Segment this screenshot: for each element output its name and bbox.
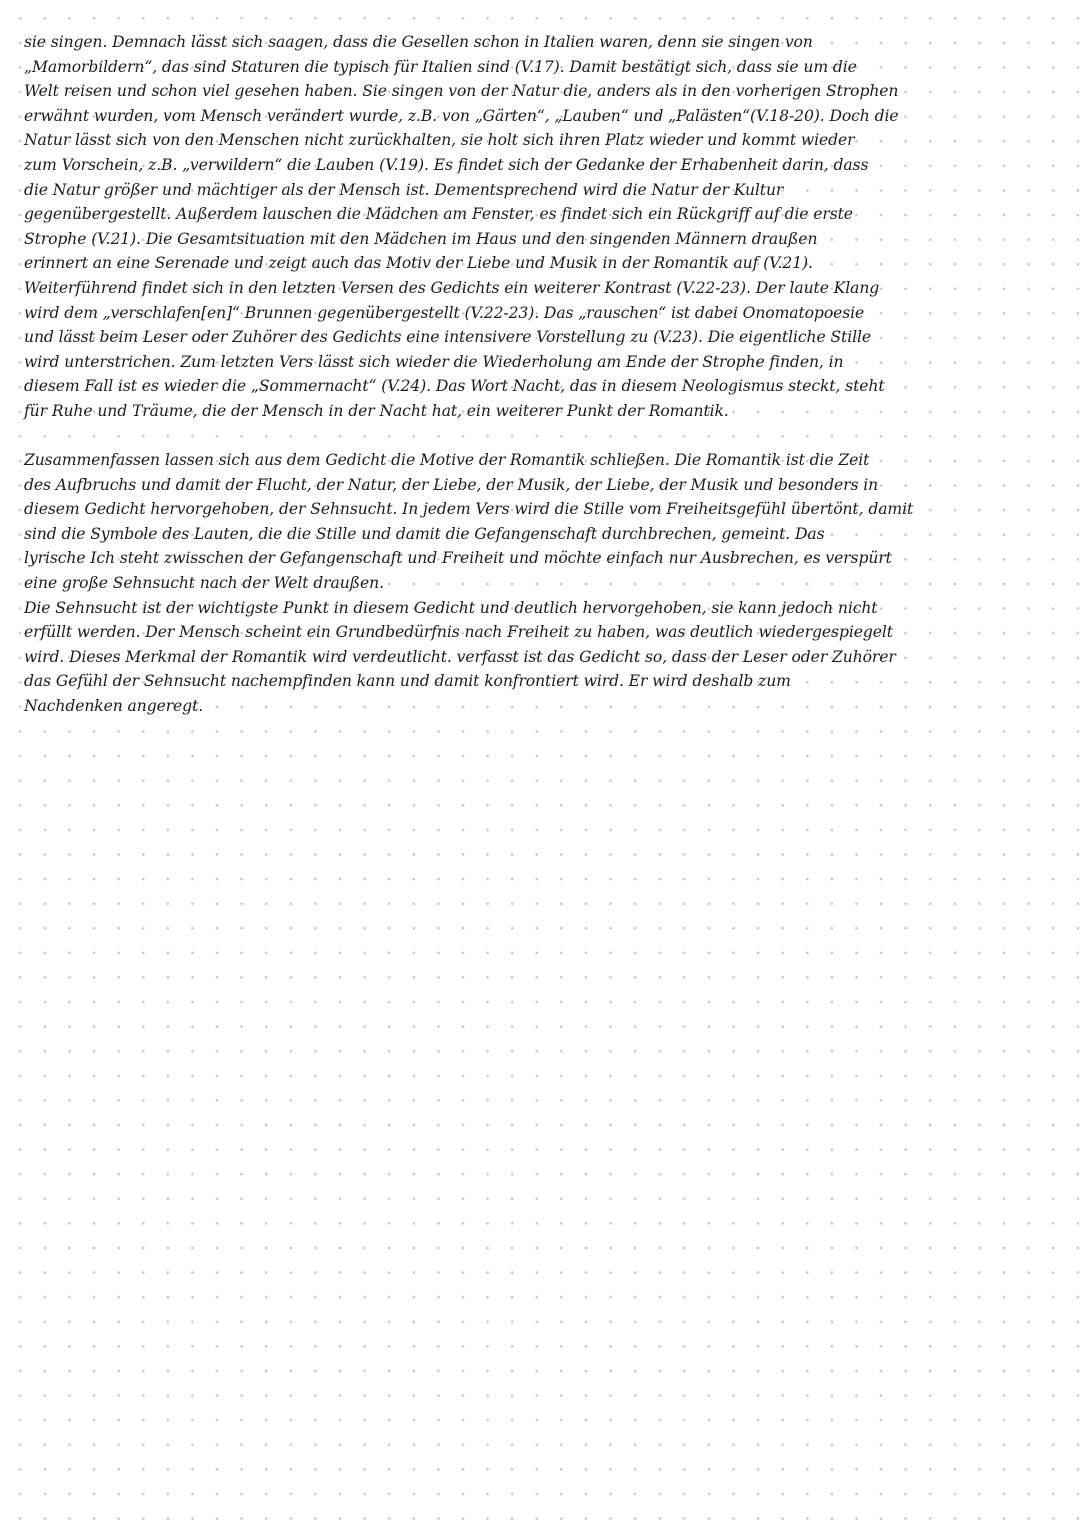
text-line: erfüllt werden. Der Mensch scheint ein Grundbedürfnis nach Freiheit zu haben, was deutlich wiedergespiegelt — [24, 623, 893, 642]
text-line: eine große Sehnsucht nach der Welt draußen. — [24, 574, 384, 593]
text-line: Zusammenfassen lassen sich aus dem Gedicht die Motive der Romantik schließen. Die Romantik ist die Zeit — [24, 451, 870, 470]
text-line: diesem Fall ist es wieder die „Sommernacht“ (V.24). Das Wort Nacht, das in diesem Neologismus steckt, steht — [24, 377, 885, 396]
text-line: sind die Symbole des Lauten, die die Stille und damit die Gefangenschaft durchbrechen, gemeint. Das — [24, 524, 825, 543]
text-line: Nachdenken angeregt. — [24, 697, 204, 716]
text-line: lyrische Ich steht zwisschen der Gefangenschaft und Freiheit und möchte einfach nur Ausbrechen, es verspürt — [24, 549, 892, 568]
text-line: und lässt beim Leser oder Zuhörer des Gedichts eine intensivere Vorstellung zu (V.23). Die eigentliche Stille — [24, 328, 872, 347]
text-line: wird dem „verschlafen[en]“ Brunnen gegenübergestellt (V.22-23). Das „rauschen“ ist dabei Onomatopoesie — [24, 303, 865, 322]
text-line: für Ruhe und Träume, die der Mensch in der Nacht hat, ein weiterer Punkt der Romantik. — [24, 401, 729, 420]
paragraph-analysis — [24, 30, 999, 424]
text-line: des Aufbruchs und damit der Flucht, der Natur, der Liebe, der Musik, der Liebe, der Musik und besonders in — [24, 475, 879, 494]
text-line: „Mamorbildern“, das sind Staturen die typisch für Italien sind (V.17). Damit bestätigt sich, dass sie um die — [24, 57, 857, 76]
text-line: erwähnt wurden, vom Mensch verändert wurde, z.B. von „Gärten“, „Lauben“ und „Palästen“(V.18-20). Doch die — [24, 106, 899, 125]
text-line: erinnert an eine Serenade und zeigt auch das Motiv der Liebe und Musik in der Romantik auf (V.21). — [24, 254, 813, 273]
paragraph-summary — [24, 448, 999, 596]
paragraph-spacer — [24, 424, 999, 449]
text-line: Natur lässt sich von den Menschen nicht zurückhalten, sie holt sich ihren Platz wieder und kommt wieder — [24, 131, 855, 150]
text-line: diesem Gedicht hervorgehoben, der Sehnsucht. In jedem Vers wird die Stille vom Freiheitsgefühl übertönt, damit — [24, 500, 914, 519]
handwritten-page — [24, 30, 999, 719]
text-line: Weiterführend findet sich in den letzten Versen des Gedichts ein weiterer Kontrast (V.22-23). Der laute Klang — [24, 278, 880, 297]
text-line: Strophe (V.21). Die Gesamtsituation mit den Mädchen im Haus und den singenden Männern draußen — [24, 229, 818, 248]
text-line: wird unterstrichen. Zum letzten Vers lässt sich wieder die Wiederholung am Ende der Strophe finden, in — [24, 352, 844, 371]
text-line: Welt reisen und schon viel gesehen haben. Sie singen von der Natur die, anders als in den vorherigen Strophen — [24, 82, 899, 101]
text-line: Die Sehnsucht ist der wichtigste Punkt in diesem Gedicht und deutlich hervorgehoben, sie kann jedoch nicht — [24, 598, 878, 617]
paragraph-conclusion — [24, 596, 999, 719]
text-line: sie singen. Demnach lässt sich saagen, dass die Gesellen schon in Italien waren, denn sie singen von — [24, 33, 813, 51]
text-line: das Gefühl der Sehnsucht nachempfinden kann und damit konfrontiert wird. Er wird deshalb zum — [24, 672, 791, 691]
text-line: wird. Dieses Merkmal der Romantik wird verdeutlicht. verfasst ist das Gedicht so, dass der Leser oder Zuhörer — [24, 647, 896, 666]
text-line: die Natur größer und mächtiger als der Mensch ist. Dementsprechend wird die Natur der Kultur — [24, 180, 784, 199]
text-line: zum Vorschein, z.B. „verwildern“ die Lauben (V.19). Es findet sich der Gedanke der Erhabenheit darin, dass — [24, 155, 869, 174]
text-line: gegenübergestellt. Außerdem lauschen die Mädchen am Fenster, es findet sich ein Rückgriff auf die erste — [24, 205, 853, 224]
